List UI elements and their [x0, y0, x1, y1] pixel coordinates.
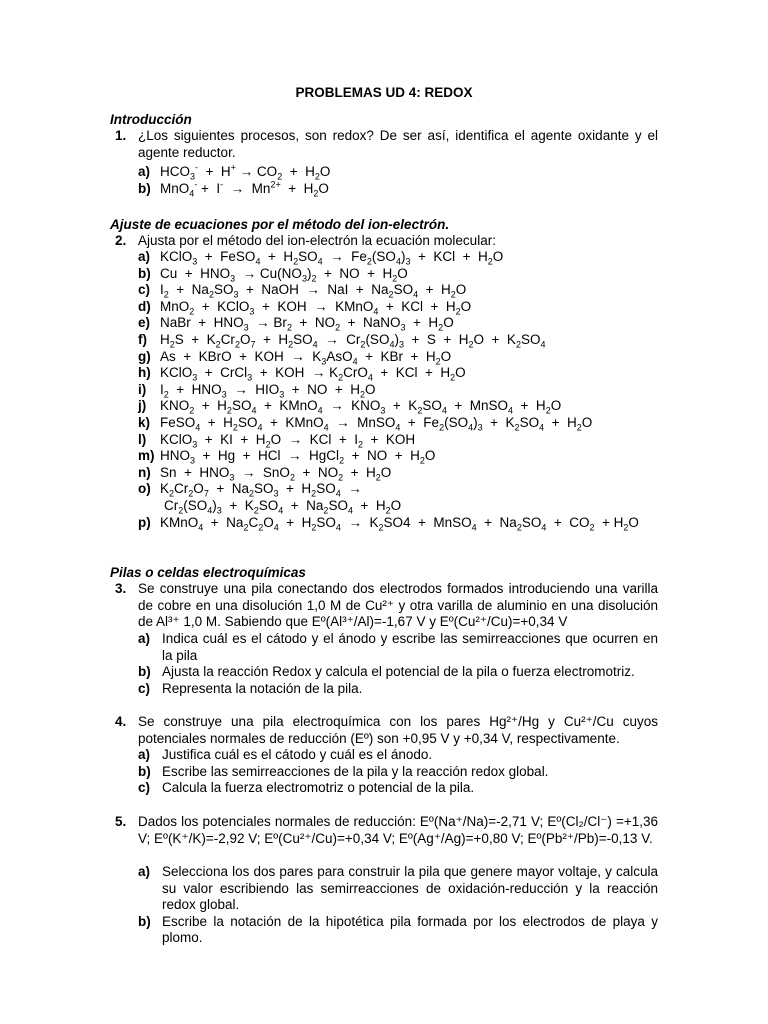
page-title: PROBLEMAS UD 4: REDOX: [295, 85, 473, 100]
sub-item: [138, 747, 658, 764]
item-label: a): [138, 864, 151, 879]
question-number: 2.: [115, 233, 127, 248]
item-label: b): [138, 913, 151, 929]
item-text: Escribe las semirreacciones de la pila y la reacción redox global.: [162, 763, 549, 779]
question-number: 4.: [115, 714, 127, 729]
item-text: Justifica cuál es el cátodo y cuál es el ánodo.: [162, 747, 433, 762]
equation-item: m) $HNO_3 + Hg$ + HCl → HgCl$_2$ + NO + $H_2O$: [138, 448, 436, 466]
question-text: Se construye una pila electroquímica con los pares Hg²⁺/Hg y Cu²⁺/Cu cuyos potenciales normales de reducción (Eº) son +0,95 V y +0,34 V, respectivamente.: [138, 714, 658, 746]
item-text: Escribe la notación de la hipotética pila formada por los electrodos de playa y plomo.: [162, 913, 658, 946]
item-label: k): [138, 414, 151, 430]
item-label: b): [138, 180, 151, 196]
question-2-items: [138, 249, 658, 531]
question-1-items: [138, 164, 658, 197]
equation-item: c) $I_2 + Na_2SO_3$ + NaOH → NaI + $Na_2SO_4 + H_2O$: [138, 282, 467, 300]
equation-item: j) $KNO_2 + H_2SO_4$ + KMnO$_4$ → $KNO_3 + K_2SO_4$ + MnSO$_4$ + $H_2O$: [138, 398, 562, 417]
question-text: Se construye una pila conectando dos electrodos formados introduciendo una varilla de cobre en una disolución 1,0 M de Cu²⁺ y otra varilla de aluminio en una disolución de Al³⁺ 1,0 M. Sabiendo que Eº(Al³⁺/Al)=-1,67 V y Eº(Cu²⁺/Cu)=+0,34 V: [138, 581, 658, 630]
equation-item: a) $HCO_3^- + H^+ \to CO_2 + H_2O$: [138, 162, 331, 182]
equation-item: h) KClO$_3$ + CrCl$_3$ + KOH → $K_2CrO_4$ + KCl + $H_2O$: [138, 365, 466, 383]
sub-item: [138, 764, 658, 781]
equation-item-continuation: $Cr_2(SO_4)_3 + K_2SO_4 + Na_2SO_4 + H_2O$: [164, 497, 402, 516]
item-label: h): [138, 365, 151, 381]
question-text: Dados los potenciales normales de reducción: Eº(Na⁺/Na)=-2,71 V; Eº(Cl₂/Cl⁻) =+1,36 V; Eº(K⁺/K)=-2,92 V; Eº(Cu²⁺/Cu)=+0,34 V; Eº(Ag⁺/Ag)=+0,80 V; Eº(Pb²⁺/Pb)=-0,13 V.: [138, 814, 658, 846]
sub-item: [138, 864, 658, 914]
question-3-items: [138, 631, 658, 697]
question-number: 5.: [115, 814, 127, 829]
item-label: d): [138, 298, 151, 314]
item-label: b): [138, 664, 151, 680]
equation-item: i) $I_2 + HNO_3 \to HIO_3$ + NO + $H_2O$: [138, 381, 376, 400]
question-5: [110, 814, 658, 847]
question-5-items: [138, 864, 658, 947]
sub-item: [138, 914, 658, 947]
item-label: g): [138, 348, 151, 364]
equation-item: b) $Cu + HNO_3 \to Cu(NO_3)_2$ + NO + $H_2O$: [138, 265, 408, 284]
item-text: Ajusta la reacción Redox y calcula el potencial de la pila o fuerza electromotriz.: [162, 664, 635, 680]
item-label: l): [138, 431, 147, 447]
item-label: a): [138, 249, 151, 264]
equation-item: a) KClO$_3$ + FeSO$_4$ + $H_2SO_4 \to Fe_2(SO_4)_3$ + KCl + $H_2O$: [138, 249, 504, 267]
item-text: Indica cuál es el cátodo y el ánodo y escribe las semirreacciones que ocurren en la pila: [162, 631, 658, 663]
equation-item: f) $H_2S + K_2Cr_2O_7 + H_2SO_4 \to Cr_2(SO_4)_3 + S + H_2O + K_2SO_4$: [138, 331, 546, 350]
question-4: [110, 714, 658, 747]
sub-item: [138, 664, 658, 681]
question-3: [110, 581, 658, 631]
item-text: Representa la notación de la pila.: [162, 680, 363, 696]
equation-item: k) FeSO$_4$ + $H_2SO_4$ + KMnO$_4$ → MnSO$_4$ + $Fe_2(SO_4)_3 + K_2SO_4 + H_2O$: [138, 414, 593, 433]
section-heading-intro: Introducción: [110, 112, 192, 127]
equation-item: b) $MnO_4^- + I^- \to Mn^{2+} + H_2O$: [138, 179, 329, 199]
question-number: 1.: [115, 128, 127, 143]
item-label: j): [138, 398, 147, 414]
equation-item: o) $K_2Cr_2O_7 + Na_2SO_3 + H_2SO_4$ →: [138, 481, 362, 499]
section-heading-ajuste: Ajuste de ecuaciones por el método del ion-electrón.: [110, 217, 450, 232]
sub-item: [138, 780, 658, 797]
item-label: i): [138, 381, 147, 397]
equation-item: g) As + KBrO + KOH → $K_3AsO_4$ + KBr + $H_2O$: [138, 348, 452, 367]
item-label: c): [138, 282, 151, 298]
item-label: e): [138, 315, 151, 331]
question-number: 3.: [115, 581, 127, 596]
sub-item: [138, 631, 658, 664]
item-label: p): [138, 514, 151, 530]
equation-item: p) KMnO$_4$ + $Na_2C_2O_4 + H_2SO_4 \to K_2SO4$ + MnSO$_4$ + $Na_2SO_4 + CO_2 + H_2O$: [138, 514, 639, 533]
equation-item: d) MnO$_2$ + KClO$_3$ + KOH → KMnO$_4$ + KCl + $H_2O$: [138, 298, 472, 317]
item-text: Selecciona los dos pares para construir la pila que genere mayor voltaje, y calcula su valor escribiendo las semirreacciones de oxidación-reducción y la reacción redox global.: [162, 864, 658, 913]
equation-item: l) KClO$_3$ + KI + $H_2O$ → KCl + $I_2$ + KOH: [138, 431, 416, 450]
item-label: n): [138, 464, 151, 480]
question-1: [110, 128, 658, 161]
item-label: b): [138, 763, 151, 779]
question-text: Ajusta por el método del ion-electrón la ecuación molecular:: [138, 233, 496, 248]
item-label: f): [138, 331, 147, 347]
equation-item: e) NaBr + $HNO_3 \to Br_2 + NO_2$ + NaNO$_3$ + $H_2O$: [138, 315, 454, 334]
question-2: [110, 233, 658, 250]
equation-item: n) $Sn + HNO_3 \to SnO_2 + NO_2 + H_2O$: [138, 464, 392, 483]
item-label: b): [138, 265, 151, 281]
item-label: m): [138, 448, 155, 464]
item-label: c): [138, 780, 151, 796]
item-label: o): [138, 481, 151, 497]
item-label: a): [138, 747, 151, 762]
item-text: Calcula la fuerza electromotriz o potencial de la pila.: [162, 780, 475, 796]
item-label: c): [138, 680, 151, 696]
question-4-items: [138, 747, 658, 797]
item-label: a): [138, 164, 151, 179]
sub-item: [138, 681, 658, 698]
item-label: a): [138, 631, 151, 646]
question-text: ¿Los siguientes procesos, son redox? De ser así, identifica el agente oxidante y el agente reductor.: [138, 128, 658, 160]
section-heading-pilas: Pilas o celdas electroquímicas: [110, 565, 306, 580]
